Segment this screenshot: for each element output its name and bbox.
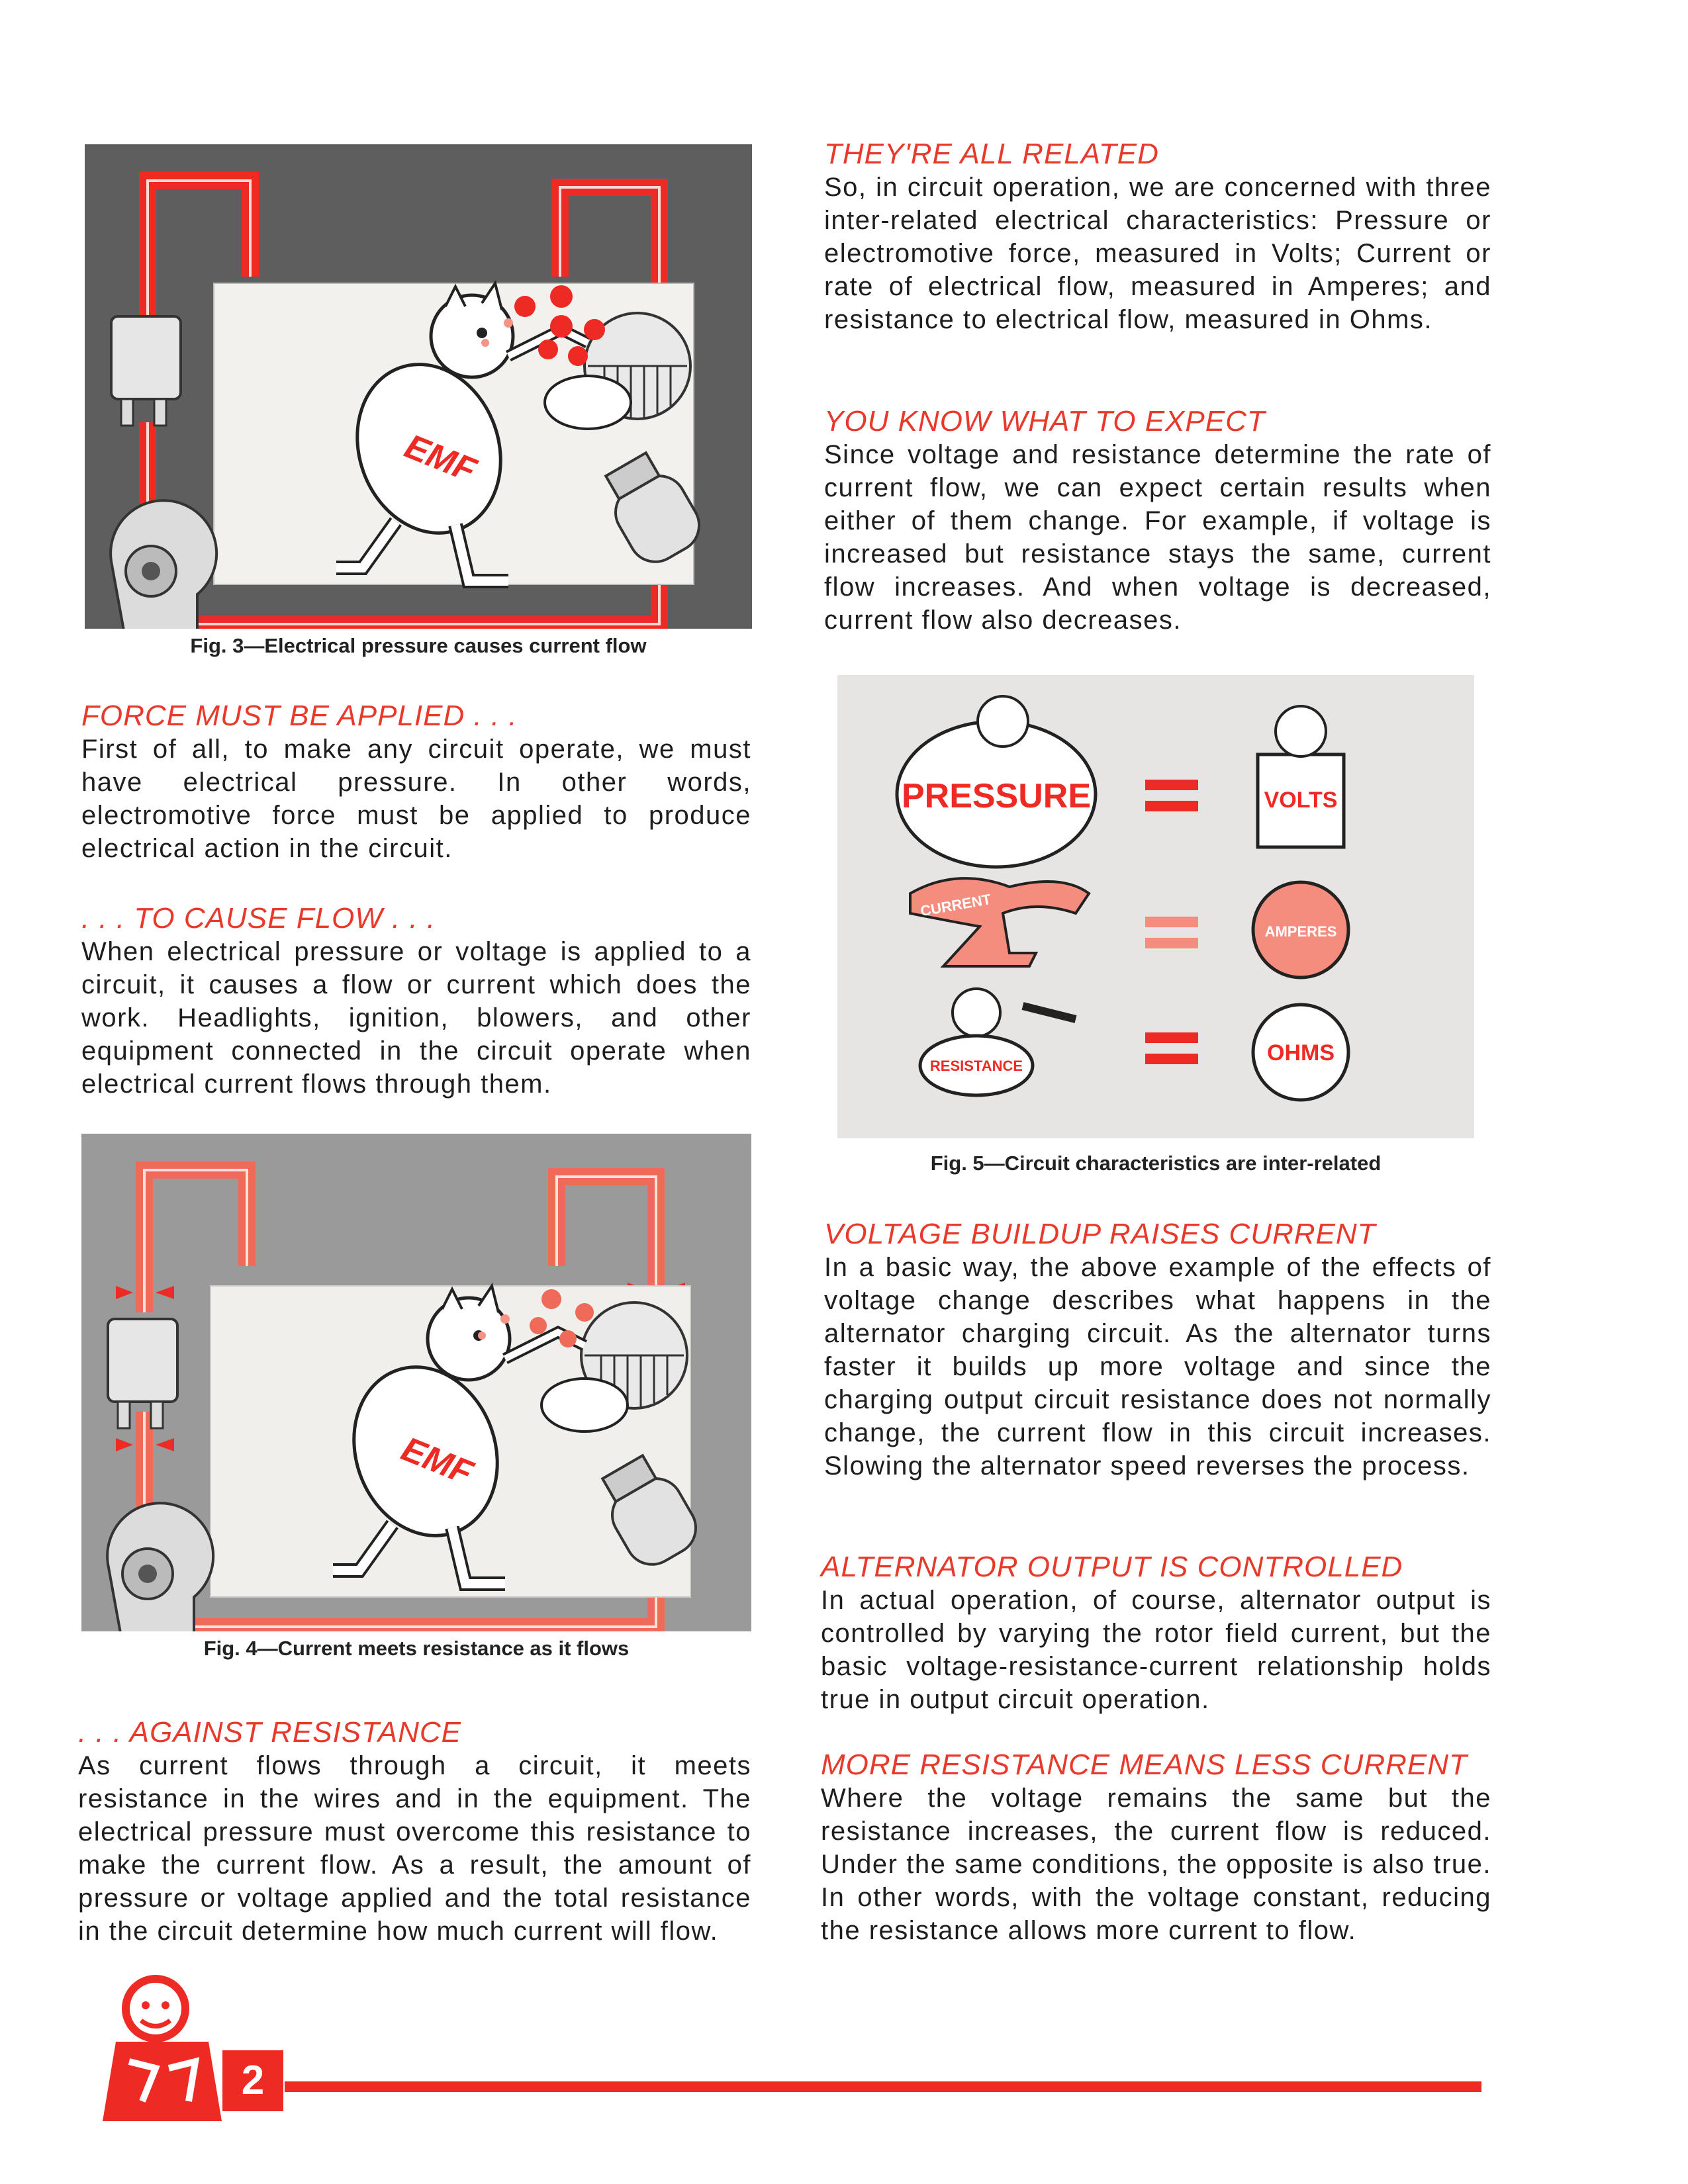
section-heading: ALTERNATOR OUTPUT IS CONTROLLED — [821, 1551, 1403, 1583]
figure-5-illustration — [837, 675, 1474, 1138]
figure-4-emf-label: EMF — [396, 1430, 479, 1493]
page-number: 2 — [241, 2058, 265, 2103]
figure-5-volts-label: VOLTS — [1264, 788, 1338, 813]
section-buildup — [824, 1218, 1491, 1482]
section-heading: THEY'RE ALL RELATED — [824, 138, 1159, 170]
section-heading: FORCE MUST BE APPLIED . . . — [81, 700, 518, 732]
footer-rule — [285, 2081, 1481, 2092]
section-controlled — [821, 1551, 1491, 1716]
section-body: As current flows through a circuit, it meets resistance in the wires and in the equipment. The electrical pressure must overcome this resistance to make the current flow. As a result, the amount of pressure or voltage applied and the total resistance in the circuit determine how much current will flow. — [78, 1751, 751, 1946]
section-body: Where the voltage remains the same but the resistance increases, the current flow is reduced. Under the same conditions, the opposite is also true. In other words, with the voltage constant, reducing the resistance allows more current to flow. — [821, 1784, 1491, 1945]
section-force — [81, 700, 751, 865]
section-body: When electrical pressure or voltage is applied to a circuit, it causes a flow or current which does the work. Headlights, ignition, blowers, and other equipment connected in the circuit operate when electrical current flows through them. — [81, 937, 751, 1099]
mascot-logo — [89, 1969, 242, 2131]
figure-3-illustration — [85, 144, 752, 629]
section-heading: . . . TO CAUSE FLOW . . . — [81, 902, 436, 934]
section-heading: . . . AGAINST RESISTANCE — [78, 1716, 461, 1749]
section-body: Since voltage and resistance determine the rate of current flow, we can expect certain results when either of them change. For example, if voltage is increased but resistance stays the same, current flow increases. And when voltage is decreased, current flow also decreases. — [824, 440, 1491, 635]
figure-5-caption: Fig. 5—Circuit characteristics are inter-related — [930, 1152, 1382, 1175]
figure-5-current-label: CURRENT — [919, 890, 992, 920]
section-heading: VOLTAGE BUILDUP RAISES CURRENT — [824, 1218, 1376, 1250]
section-heading: YOU KNOW WHAT TO EXPECT — [824, 405, 1266, 437]
section-related — [824, 138, 1491, 336]
figure-5-ohms-label: OHMS — [1267, 1040, 1335, 1066]
section-more-resistance — [821, 1749, 1491, 1947]
figure-4-image — [81, 1134, 751, 1631]
section-body: So, in circuit operation, we are concerned with three inter-related electrical characteristics: Pressure or electromotive force, measured in Volts; Current or rate of electrical flow, measured in Amperes; and resistance to electrical flow, measured in Ohms. — [824, 173, 1491, 334]
figure-5-image — [837, 675, 1474, 1138]
figure-4-caption: Fig. 4—Current meets resistance as it flows — [203, 1637, 630, 1660]
section-body: In a basic way, the above example of the effects of voltage change describes what happens in the alternator charging circuit. As the alternator turns faster it builds up more voltage and since the charging output circuit resistance does not normally change, the current flow in this circuit increases. Slowing the alternator speed reverses the process. — [824, 1253, 1491, 1480]
figure-5-pressure-label: PRESSURE — [901, 777, 1092, 815]
figure-3-emf-label: EMF — [399, 427, 482, 490]
figure-5-resistance-label: RESISTANCE — [929, 1058, 1023, 1074]
mascot-icon — [89, 1969, 242, 2131]
figure-3-caption: Fig. 3—Electrical pressure causes current flow — [190, 634, 647, 657]
section-cause-flow — [81, 902, 751, 1101]
section-expect — [824, 405, 1491, 637]
figure-5-amperes-label: AMPERES — [1264, 923, 1337, 940]
figure-3-image — [85, 144, 752, 629]
section-heading: MORE RESISTANCE MEANS LESS CURRENT — [821, 1749, 1468, 1781]
figure-4-illustration — [81, 1134, 751, 1631]
section-body: First of all, to make any circuit operate, we must have electrical pressure. In other words, electromotive force must be applied to produce electrical action in the circuit. — [81, 735, 751, 863]
section-against-resistance — [78, 1716, 751, 1948]
section-body: In actual operation, of course, alternator output is controlled by varying the rotor field current, but the basic voltage-resistance-current relationship holds true in output circuit operation. — [821, 1586, 1491, 1714]
